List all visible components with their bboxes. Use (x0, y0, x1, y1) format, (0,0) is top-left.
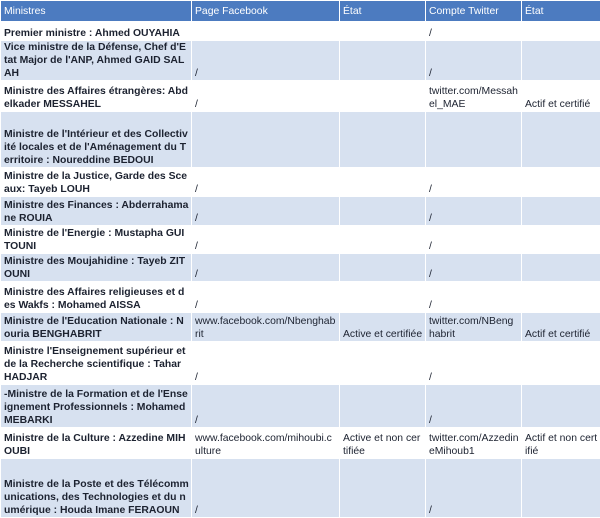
table-row (1, 168, 600, 197)
table-row (1, 81, 600, 112)
twitter-cell: / (426, 226, 522, 254)
twitter-cell: twitter.com/Messahel_MAE (426, 81, 522, 112)
facebook-cell (192, 112, 340, 168)
twitter-cell: / (426, 282, 522, 313)
facebook-cell: / (192, 41, 340, 81)
minister-cell: Ministre de l'Energie : Mustapha GUITOUNI (1, 226, 192, 254)
twitter-state-cell (522, 282, 600, 313)
header-etat-twitter: État (522, 1, 600, 22)
minister-cell: Ministre des Affaires étrangères: Abdelkader MESSAHEL (1, 81, 192, 112)
twitter-cell: / (426, 385, 522, 428)
facebook-state-cell: Active et non certifiée (340, 428, 426, 459)
facebook-state-cell (340, 282, 426, 313)
facebook-state-cell (340, 254, 426, 282)
table-row (1, 197, 600, 226)
facebook-cell: / (192, 282, 340, 313)
facebook-cell: / (192, 254, 340, 282)
facebook-state-cell (340, 81, 426, 112)
minister-cell: Vice ministre de la Défense, Chef d'Etat Major de l'ANP, Ahmed GAID SALAH (1, 41, 192, 81)
twitter-state-cell (522, 385, 600, 428)
minister-cell: Ministre des Moujahidine : Tayeb ZITOUNI (1, 254, 192, 282)
twitter-cell: / (426, 254, 522, 282)
table-row (1, 385, 600, 428)
facebook-cell: / (192, 226, 340, 254)
facebook-cell: / (192, 197, 340, 226)
twitter-state-cell (522, 254, 600, 282)
table-header-row (1, 1, 600, 22)
minister-cell: Premier ministre : Ahmed OUYAHIA (1, 22, 192, 41)
facebook-cell: / (192, 342, 340, 385)
facebook-state-cell (340, 112, 426, 168)
minister-cell: Ministre l'Enseignement supérieur et de la Recherche scientifique : Tahar HADJAR (1, 342, 192, 385)
facebook-cell: www.facebook.com/Nbenghabrit (192, 313, 340, 342)
minister-cell: Ministre des Finances : Abderrahamane ROUIA (1, 197, 192, 226)
twitter-state-cell (522, 22, 600, 41)
twitter-state-cell (522, 112, 600, 168)
facebook-cell: / (192, 81, 340, 112)
twitter-state-cell (522, 226, 600, 254)
facebook-state-cell (340, 41, 426, 81)
table-row (1, 41, 600, 81)
minister-cell: Ministre de la Justice, Garde des Sceaux: Tayeb LOUH (1, 168, 192, 197)
header-page-facebook: Page Facebook (192, 1, 340, 22)
twitter-cell: / (426, 22, 522, 41)
minister-cell: Ministre des Affaires religieuses et des Wakfs : Mohamed AISSA (1, 282, 192, 313)
table-row (1, 226, 600, 254)
facebook-cell: / (192, 168, 340, 197)
minister-cell: Ministre de l'Intérieur et des Collectivité locales et de l'Aménagement du Territoire : Noureddine BEDOUI (1, 112, 192, 168)
minister-cell: Ministre de l'Education Nationale : Nouria BENGHABRIT (1, 313, 192, 342)
table-row (1, 22, 600, 41)
facebook-state-cell (340, 342, 426, 385)
facebook-state-cell (340, 226, 426, 254)
table-row (1, 342, 600, 385)
twitter-cell: / (426, 197, 522, 226)
facebook-state-cell (340, 385, 426, 428)
twitter-state-cell: Actif et certifié (522, 81, 600, 112)
facebook-state-cell: Active et certifiée (340, 313, 426, 342)
twitter-cell: twitter.com/NBenghabrit (426, 313, 522, 342)
facebook-state-cell (340, 197, 426, 226)
twitter-cell: / (426, 168, 522, 197)
header-ministres: Ministres (1, 1, 192, 22)
table-row (1, 428, 600, 459)
minister-cell: Ministre de la Poste et des Télécommunications, des Technologies et du numérique : Houda Imane FERAOUN (1, 459, 192, 518)
facebook-cell: / (192, 459, 340, 518)
table-row (1, 112, 600, 168)
twitter-state-cell: Actif et non certifié (522, 428, 600, 459)
twitter-state-cell: Actif et certifié (522, 313, 600, 342)
twitter-cell: / (426, 41, 522, 81)
facebook-state-cell (340, 22, 426, 41)
twitter-state-cell (522, 41, 600, 81)
facebook-state-cell (340, 168, 426, 197)
facebook-cell (192, 22, 340, 41)
minister-cell: Ministre de la Culture : Azzedine MIHOUBI (1, 428, 192, 459)
twitter-cell: / (426, 459, 522, 518)
facebook-cell: www.facebook.com/mihoubi.culture (192, 428, 340, 459)
facebook-cell: / (192, 385, 340, 428)
twitter-state-cell (522, 342, 600, 385)
table-row (1, 313, 600, 342)
header-etat-facebook: État (340, 1, 426, 22)
minister-cell: -Ministre de la Formation et de l'Enseignement Professionnels : Mohamed MEBARKI (1, 385, 192, 428)
twitter-cell: twitter.com/AzzedineMihoub1 (426, 428, 522, 459)
table-row (1, 282, 600, 313)
twitter-state-cell (522, 168, 600, 197)
table-row (1, 254, 600, 282)
twitter-state-cell (522, 197, 600, 226)
header-compte-twitter: Compte Twitter (426, 1, 522, 22)
twitter-cell (426, 112, 522, 168)
twitter-cell: / (426, 342, 522, 385)
